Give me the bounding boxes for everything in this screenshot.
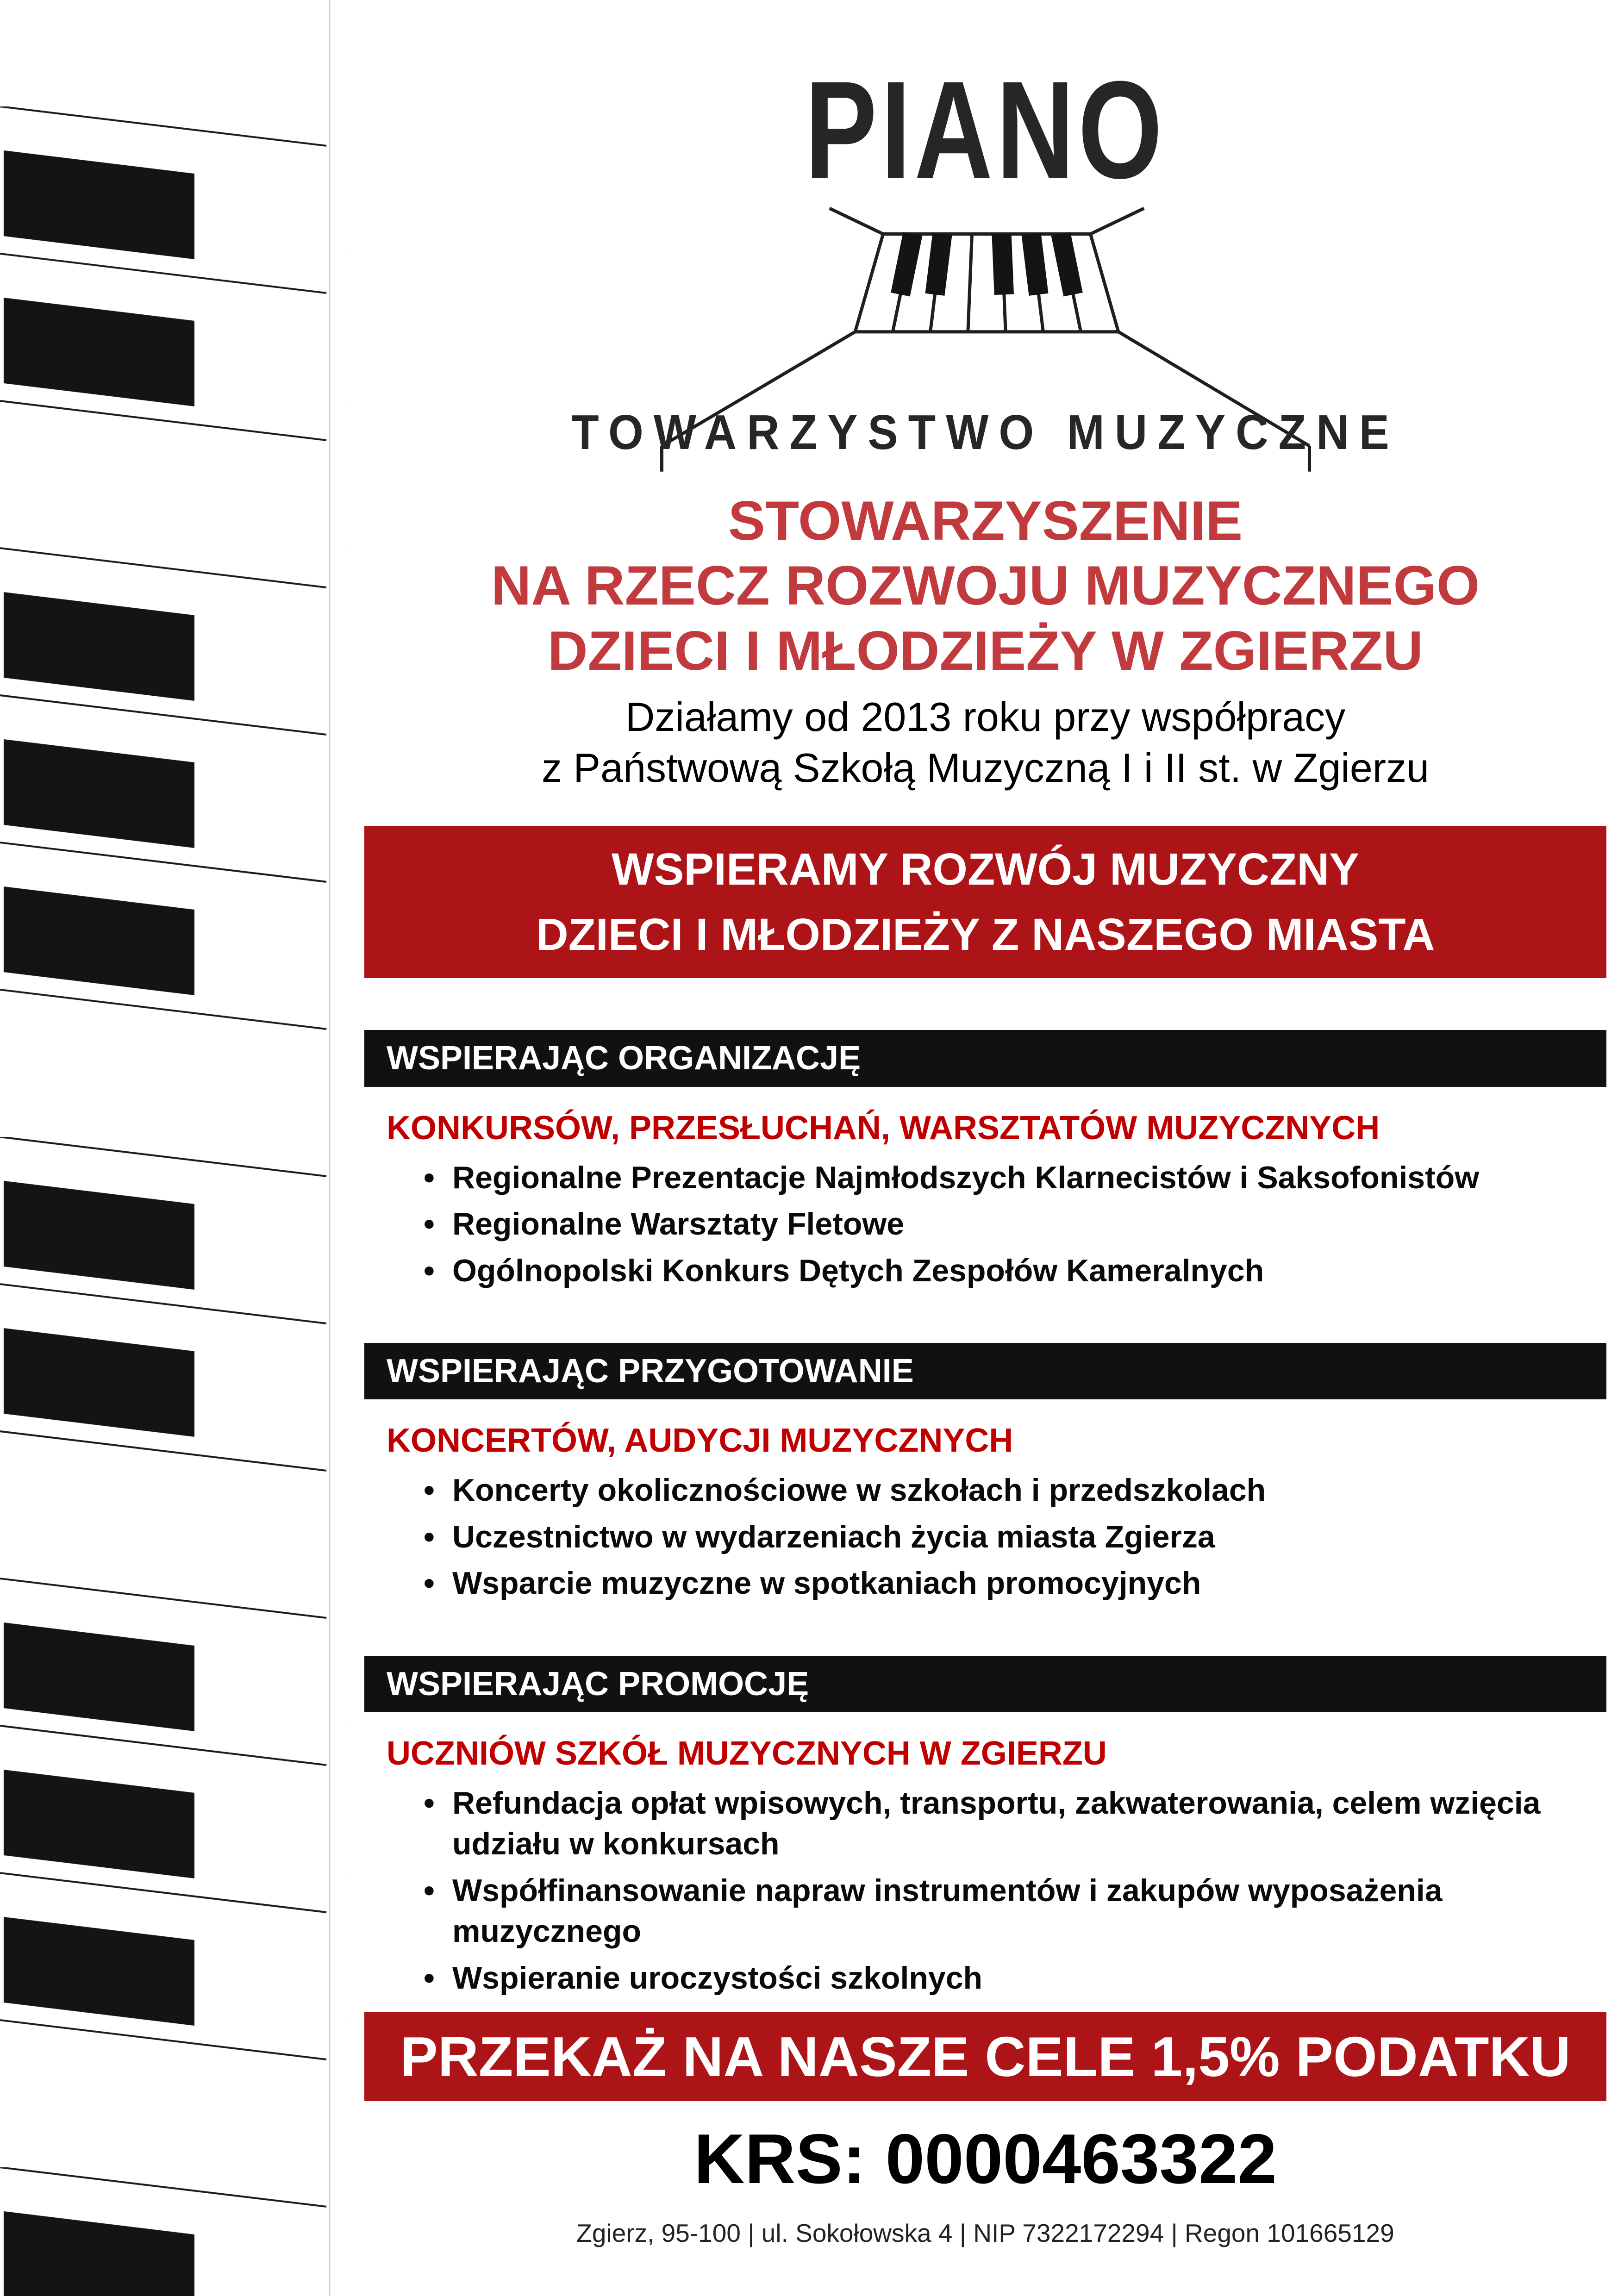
bullet-item: • Współfinansowanie napraw instrumentów i zakupów wyposażenia muzycznego — [420, 1870, 1579, 1952]
bullet-item: • Regionalne Prezentacje Najmłodszych Klarnecistów i Saksofonistów — [420, 1157, 1579, 1198]
section-preparation — [364, 1343, 1606, 1604]
title-line: NA RZECZ ROZWOJU MUZYCZNEGO — [491, 555, 1480, 617]
footer-info: Zgierz, 95-100 | ul. Sokołowska 4 | NIP 7322172294 | Regon 101665129 — [576, 2219, 1394, 2248]
section-subheading: KONCERTÓW, AUDYCJI MUZYCZNYCH — [387, 1422, 1013, 1460]
bullet-item: • Wspieranie uroczystości szkolnych — [420, 1958, 1579, 1998]
bullet-list — [420, 1470, 1579, 1603]
bullet-list — [420, 1157, 1579, 1291]
section-organization — [364, 1030, 1606, 1291]
bullet-item: • Uczestnictwo w wydarzeniach życia miasta Zgierza — [420, 1516, 1579, 1557]
organization-intro — [364, 692, 1606, 793]
section-bar: WSPIERAJĄC PRZYGOTOWANIE — [364, 1343, 1606, 1399]
logo-subtitle: TOWARZYSTWO MUZYCZNE — [571, 405, 1399, 460]
bullet-item: • Ogólnopolski Konkurs Dętych Zespołów Kameralnych — [420, 1250, 1579, 1291]
section-subheading: KONKURSÓW, PRZESŁUCHAŃ, WARSZTATÓW MUZYCZNYCH — [387, 1109, 1380, 1147]
organization-title — [364, 488, 1606, 683]
intro-line: Działamy od 2013 roku przy współpracy — [625, 694, 1346, 740]
bullet-item: • Wsparcie muzyczne w spotkaniach promocyjnych — [420, 1563, 1579, 1603]
intro-line: z Państwową Szkołą Muzyczną I i II st. w Zgierzu — [541, 745, 1430, 791]
banner-line: WSPIERAMY ROZWÓJ MUZYCZNY — [612, 844, 1359, 895]
krs-number: KRS: 0000463322 — [693, 2120, 1277, 2199]
section-promotion — [364, 1656, 1606, 1998]
bullet-list — [420, 1783, 1579, 1998]
bullet-item: • Koncerty okolicznościowe w szkołach i przedszkolach — [420, 1470, 1579, 1510]
title-line: DZIECI I MŁODZIEŻY W ZGIERZU — [547, 619, 1424, 682]
poster-content — [364, 0, 1606, 2248]
support-banner — [364, 826, 1606, 978]
banner-line: DZIECI I MŁODZIEŻY Z NASZEGO MIASTA — [536, 909, 1435, 960]
section-bar: WSPIERAJĄC PROMOCJĘ — [364, 1656, 1606, 1712]
piano-keyboard-graphic — [0, 0, 345, 2296]
section-bar: WSPIERAJĄC ORGANIZACJĘ — [364, 1030, 1606, 1086]
title-line: STOWARZYSZENIE — [728, 490, 1243, 552]
bullet-item: • Regionalne Warsztaty Fletowe — [420, 1204, 1579, 1244]
logo-brand: PIANO — [805, 52, 1166, 207]
cta-banner: PRZEKAŻ NA NASZE CELE 1,5% PODATKU — [364, 2012, 1606, 2101]
bullet-item: • Refundacja opłat wpisowych, transportu, zakwaterowania, celem wzięcia udziału w konkursach — [420, 1783, 1579, 1865]
section-subheading: UCZNIÓW SZKÓŁ MUZYCZNYCH W ZGIERZU — [387, 1734, 1107, 1772]
